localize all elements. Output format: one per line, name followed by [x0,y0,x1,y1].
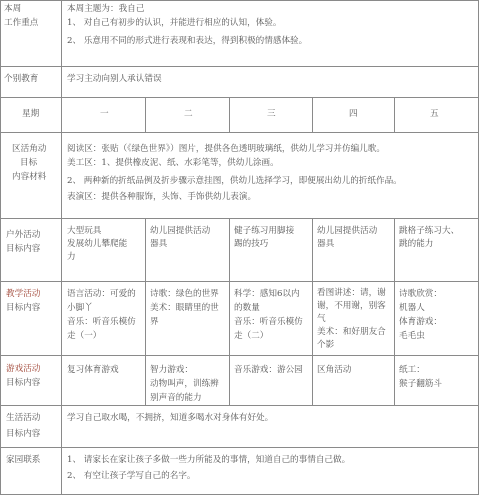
games-thu-line1: 区角活动 [317,365,352,375]
weekly-goal-1: 1、 对自己有初步的认识，并能进行相应的认知，体验。 [67,18,282,28]
teaching-fri-line4: 毛毛虫 [399,331,425,341]
life-content: 学习自己取水喝，不拥挤，知道多喝水对身体有好处。 [67,413,274,423]
outdoor-label-line2: 目标内容 [6,244,41,254]
outdoor-cell-tue [150,225,210,251]
outdoor-cell-fri [399,225,459,251]
teaching-cell-mon [67,287,136,343]
outdoor-cell-thu [317,225,377,251]
teaching-cell-thu [317,287,386,352]
day-column-divider [394,97,395,132]
teaching-label-line1: 教学活动 [6,289,41,299]
row-divider [0,447,479,448]
games-fri-line2: 猴子翻筋斗 [399,379,442,389]
games-tue-line2: 动物叫声，训练辨 [150,379,219,389]
teaching-mon-line2: 小脚丫 [67,303,93,313]
weekly-theme: 本周主题为：我自己 [67,4,145,14]
individual-education-label: 个别教育 [4,74,39,84]
day-column-divider [145,218,146,405]
family-contact-item1: 1、 请家长在家让孩子多做一些力所能及的事情，知道自己的事情自己做。 [67,455,351,465]
weekday-3: 三 [267,109,276,119]
outdoor-wed-line2: 踢的技巧 [234,239,269,249]
row-divider [0,405,479,406]
table-border-left [0,0,1,495]
area-activity-label-line1: 区活角动 [12,144,47,154]
teaching-mon-line3: 音乐：听音乐模仿 [67,317,136,327]
games-wed-line1: 音乐游戏：游公园 [234,365,303,375]
weekly-goal-2: 2、 乐意用不同的形式进行表现和表达，得到积极的情感体验。 [67,36,308,46]
outdoor-tue-line1: 幼儿园提供活动 [150,226,211,236]
weekday-2: 二 [184,109,193,119]
teaching-tue-line2: 美术：眼睛里的世 [150,303,219,313]
family-contact-label: 家园联系 [6,455,41,465]
family-contact-item2: 2、 有空让孩子学写自己的名字。 [67,471,196,481]
outdoor-label-line1: 户外活动 [6,230,41,240]
teaching-thu-line1: 看图讲述：请，谢 [317,288,386,298]
teaching-wed-line3: 音乐：听音乐模仿 [234,317,303,327]
teaching-cell-wed [234,287,303,343]
area-activity-label-line2: 目标 [20,158,38,168]
row-divider [0,355,479,356]
weekday-1: 一 [100,109,109,119]
outdoor-mon-line1: 大型玩具 [67,226,102,236]
life-label-line1: 生活活动 [6,413,41,423]
teaching-cell-tue [150,287,219,329]
games-label-line2: 目标内容 [6,378,41,388]
row-divider [0,97,479,98]
day-column-divider [145,97,146,132]
weekly-focus-label-line2: 工作重点 [4,18,39,28]
games-cell-tue [150,363,219,405]
row-divider [0,132,479,133]
area-art: 美工区：1、提供橡皮泥、纸、水彩笔等，供幼儿涂画。 [67,158,279,168]
teaching-fri-line1: 诗歌欣赏： [399,289,442,299]
games-fri-line1: 纸工： [399,365,425,375]
teaching-label-line2: 目标内容 [6,303,41,313]
teaching-thu-line5: 个影 [317,340,335,350]
outdoor-tue-line2: 器具 [150,239,168,249]
weekday-4: 四 [349,109,358,119]
games-cell-mon [67,363,119,377]
area-performance: 表演区：提供各种服饰，头饰、手饰供幼儿表演。 [67,192,257,202]
teaching-fri-line3: 体育游戏： [399,317,442,327]
teaching-thu-line2: 谢，不用谢，别客 [317,301,386,311]
teaching-wed-line1: 科学：感知6以内 [234,289,300,299]
weekly-focus-label-line1: 本周 [4,4,22,14]
games-label-line1: 游戏活动 [6,364,41,374]
weekday-header-label: 星期 [22,109,40,119]
games-cell-thu [317,363,351,377]
teaching-thu-line4: 美术：和好朋友合 [317,327,386,337]
games-mon-line1: 复习体育游戏 [67,365,119,375]
outdoor-fri-line2: 跳的能力 [399,239,434,249]
outdoor-cell-wed [234,225,294,251]
teaching-wed-line2: 的数量 [234,303,260,313]
games-tue-line1: 智力游戏： [150,365,193,375]
games-cell-fri [399,363,442,391]
table-border-top [0,0,479,1]
day-column-divider [394,218,395,405]
teaching-tue-line1: 诗歌：绿色的世界 [150,289,219,299]
outdoor-thu-line1: 幼儿园提供活动 [317,226,378,236]
outdoor-cell-mon [67,225,127,264]
games-tue-line3: 别声音的能力 [150,393,202,403]
games-cell-wed [234,363,303,377]
teaching-fri-line2: 机器人 [399,303,425,313]
individual-education-content: 学习主动向别人承认错误 [67,74,162,84]
area-reading: 阅读区：张贴（《绿色世界》）图片，提供各色透明玻璃纸，供幼儿学习并仿编儿歌。 [67,144,385,154]
life-label-line2: 目标内容 [6,429,41,439]
area-activity-label-line3: 内容材料 [12,172,47,182]
row-divider [0,281,479,282]
teaching-cell-fri [399,287,442,343]
day-column-divider [229,97,230,132]
teaching-thu-line3: 气 [317,314,326,324]
row-divider [0,66,479,67]
label-column-divider [61,0,62,495]
area-origami: 2、 两种新的折纸品例及折步骤示意挂图，供幼儿选择学习，即便展出幼儿的折纸作品。 [67,176,402,186]
outdoor-mon-line2: 发展幼儿攀爬能 [67,239,128,249]
outdoor-thu-line2: 器具 [317,239,335,249]
row-divider [0,218,479,219]
outdoor-wed-line1: 健子练习用脚接 [234,226,295,236]
teaching-mon-line1: 语言活动：可爱的 [67,289,136,299]
teaching-wed-line4: 走（二） [234,331,269,341]
outdoor-mon-line3: 力 [67,252,76,262]
day-column-divider [312,218,313,405]
outdoor-fri-line1: 跳格子练习大、 [399,226,460,236]
teaching-mon-line4: 走（一） [67,331,102,341]
day-column-divider [312,97,313,132]
teaching-tue-line3: 界 [150,317,159,327]
day-column-divider [229,218,230,405]
weekday-5: 五 [430,109,439,119]
